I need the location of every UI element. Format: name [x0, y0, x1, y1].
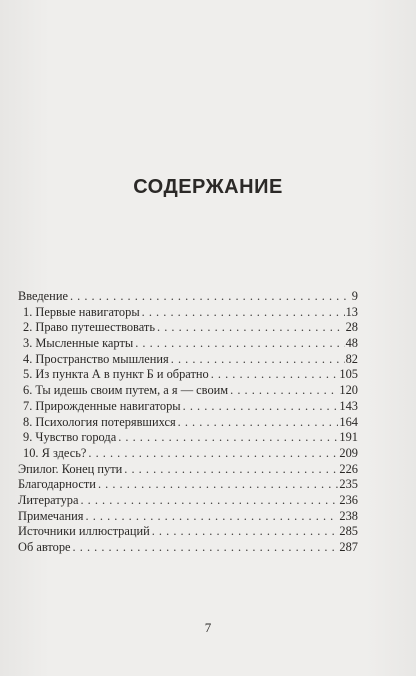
toc-dot-leader — [88, 446, 338, 462]
toc-dot-leader — [118, 430, 338, 446]
toc-dot-leader — [135, 336, 344, 352]
toc-entry — [18, 336, 358, 352]
toc-entry — [18, 367, 358, 383]
toc-entry-title: 2. Право путешествовать — [23, 320, 155, 335]
toc-entry-page: 285 — [339, 524, 358, 539]
toc-entry-title: Источники иллюстраций — [18, 524, 150, 539]
toc-entry-page: 9 — [351, 289, 358, 303]
toc-entry-title: 5. Из пункта А в пункт Б и обратно — [23, 367, 209, 382]
toc-entry-page: 191 — [339, 430, 358, 445]
toc-entry-page: 120 — [339, 383, 358, 398]
toc-entry-title: 10. Я здесь? — [23, 445, 87, 460]
toc-entry-title: 4. Пространство мышления — [23, 351, 169, 366]
toc-entry-title: 3. Мысленные карты — [23, 336, 134, 351]
table-of-contents — [18, 289, 358, 556]
toc-entry — [18, 477, 358, 493]
toc-entry-page: 13 — [345, 304, 358, 319]
toc-entry-title: Литература — [18, 492, 79, 507]
toc-entry-page: 143 — [339, 398, 358, 413]
toc-entry — [18, 430, 358, 446]
toc-dot-leader — [73, 540, 339, 556]
toc-dot-leader — [152, 524, 339, 540]
toc-entry — [18, 509, 358, 525]
toc-entry — [18, 524, 358, 540]
toc-entry-title: 7. Прирожденные навигаторы — [23, 398, 181, 413]
toc-dot-leader — [230, 383, 338, 399]
toc-entry-page: 226 — [339, 461, 358, 476]
toc-dot-leader — [124, 462, 338, 478]
toc-entry — [18, 320, 358, 336]
toc-entry-page: 48 — [345, 336, 358, 351]
toc-entry — [18, 446, 358, 462]
page-title: СОДЕРЖАНИЕ — [133, 176, 283, 198]
toc-entry — [18, 289, 358, 305]
toc-dot-leader — [183, 399, 339, 415]
toc-dot-leader — [171, 352, 345, 368]
toc-entry-page: 209 — [339, 445, 358, 460]
toc-dot-leader — [98, 477, 338, 493]
toc-entry-page: 236 — [339, 492, 358, 507]
toc-entry — [18, 540, 358, 556]
toc-entry-page: 105 — [339, 367, 358, 382]
toc-dot-leader — [86, 509, 339, 525]
toc-dot-leader — [70, 289, 351, 305]
toc-entry-title: 6. Ты идешь своим путем, а я — своим — [23, 383, 229, 398]
toc-entry-title: Эпилог. Конец пути — [18, 461, 123, 476]
toc-entry-title: 9. Чувство города — [23, 430, 117, 445]
toc-entry-title: Об авторе — [18, 540, 71, 554]
toc-entry — [18, 399, 358, 415]
toc-entry-title: Введение — [18, 289, 68, 303]
toc-dot-leader — [211, 367, 339, 383]
toc-entry — [18, 352, 358, 368]
toc-entry-page: 235 — [339, 477, 358, 492]
toc-entry-title: Благодарности — [18, 477, 96, 492]
toc-entry-page: 238 — [339, 508, 358, 523]
toc-entry — [18, 493, 358, 509]
toc-entry-title: 8. Психология потерявшихся — [23, 414, 176, 429]
toc-entry — [18, 462, 358, 478]
toc-dot-leader — [157, 320, 345, 336]
toc-entry-title: Примечания — [18, 508, 84, 523]
toc-dot-leader — [80, 493, 338, 509]
toc-dot-leader — [178, 415, 339, 431]
toc-entry-page: 287 — [339, 540, 358, 554]
toc-entry — [18, 383, 358, 399]
toc-entry-title: 1. Первые навигаторы — [23, 304, 140, 319]
toc-entry — [18, 305, 358, 321]
page-number: 7 — [204, 620, 212, 635]
toc-dot-leader — [142, 305, 345, 321]
toc-entry — [18, 415, 358, 431]
toc-entry-page: 164 — [339, 414, 358, 429]
toc-entry-page: 82 — [345, 351, 358, 366]
toc-entry-page: 28 — [345, 320, 358, 335]
